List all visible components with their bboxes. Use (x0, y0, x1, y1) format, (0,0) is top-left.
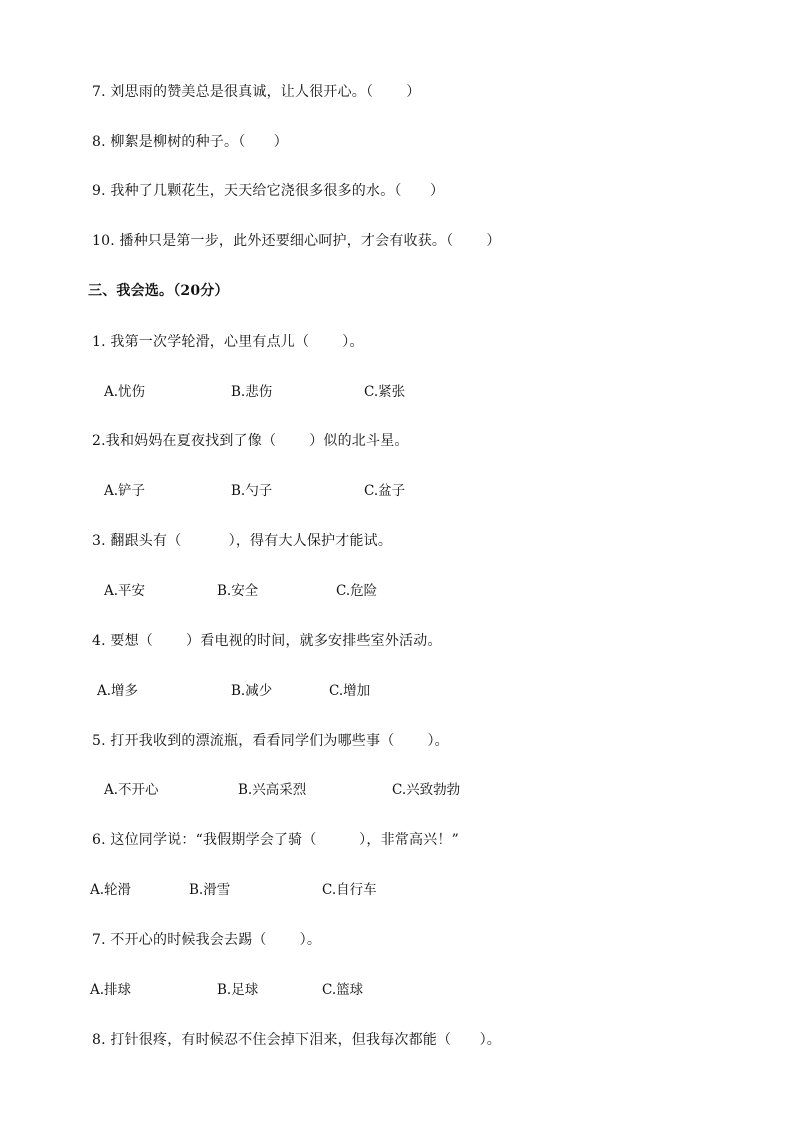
mc-4-option-a: A.增多 (97, 683, 139, 699)
mc-7-option-a: A.排球 (90, 982, 132, 998)
mc-question-8: 8. 打针很疼，有时候忍不住会掉下泪来，但我每次都能（ ）。 (92, 1032, 502, 1048)
mc-2-option-c: C.盆子 (364, 483, 406, 499)
mc-1-option-a: A.忧伤 (104, 384, 146, 400)
mc-6-option-a: A.轮滑 (90, 882, 132, 898)
mc-question-2: 2.我和妈妈在夏夜找到了像（ ）似的北斗星。 (92, 433, 409, 449)
mc-5-option-b: B.兴高采烈 (238, 782, 307, 798)
mc-5-option-c: C.兴致勃勃 (392, 782, 461, 798)
mc-6-option-c: C.自行车 (322, 882, 377, 898)
mc-4-option-b: B.减少 (231, 683, 273, 699)
mc-2-option-b: B.勺子 (231, 483, 273, 499)
mc-3-option-b: B.安全 (217, 583, 259, 599)
mc-3-option-a: A.平安 (104, 583, 146, 599)
mc-question-4: 4. 要想（ ）看电视的时间，就多安排些室外活动。 (92, 633, 442, 649)
mc-question-7: 7. 不开心的时候我会去踢（ ）。 (92, 932, 322, 948)
mc-2-option-a: A.铲子 (104, 483, 146, 499)
mc-7-option-b: B.足球 (217, 982, 259, 998)
mc-question-6: 6. 这位同学说：“我假期学会了骑（ ），非常高兴！” (92, 832, 459, 848)
mc-1-option-c: C.紧张 (364, 384, 406, 400)
mc-3-option-c: C.危险 (336, 583, 378, 599)
mc-7-option-c: C.篮球 (322, 982, 364, 998)
mc-question-5: 5. 打开我收到的漂流瓶，看看同学们为哪些事（ ）。 (92, 733, 449, 749)
mc-1-option-b: B.悲伤 (231, 384, 273, 400)
mc-question-3: 3. 翻跟头有（ ），得有大人保护才能试。 (92, 533, 393, 549)
tf-item-10: 10. 播种只是第一步，此外还要细心呵护，才会有收获。（ ） (92, 233, 501, 249)
mc-4-option-c: C.增加 (329, 683, 371, 699)
tf-item-9: 9. 我种了几颗花生，天天给它浇很多很多的水。（ ） (92, 183, 445, 199)
tf-item-8: 8. 柳絮是柳树的种子。（ ） (92, 134, 289, 150)
mc-6-option-b: B.滑雪 (189, 882, 231, 898)
tf-item-7: 7. 刘思雨的赞美总是很真诚，让人很开心。（ ） (92, 84, 421, 100)
section-3-title: 三、我会选。（20分） (88, 283, 229, 299)
mc-5-option-a: A.不开心 (104, 782, 159, 798)
mc-question-1: 1. 我第一次学轮滑，心里有点儿（ ）。 (92, 334, 364, 350)
